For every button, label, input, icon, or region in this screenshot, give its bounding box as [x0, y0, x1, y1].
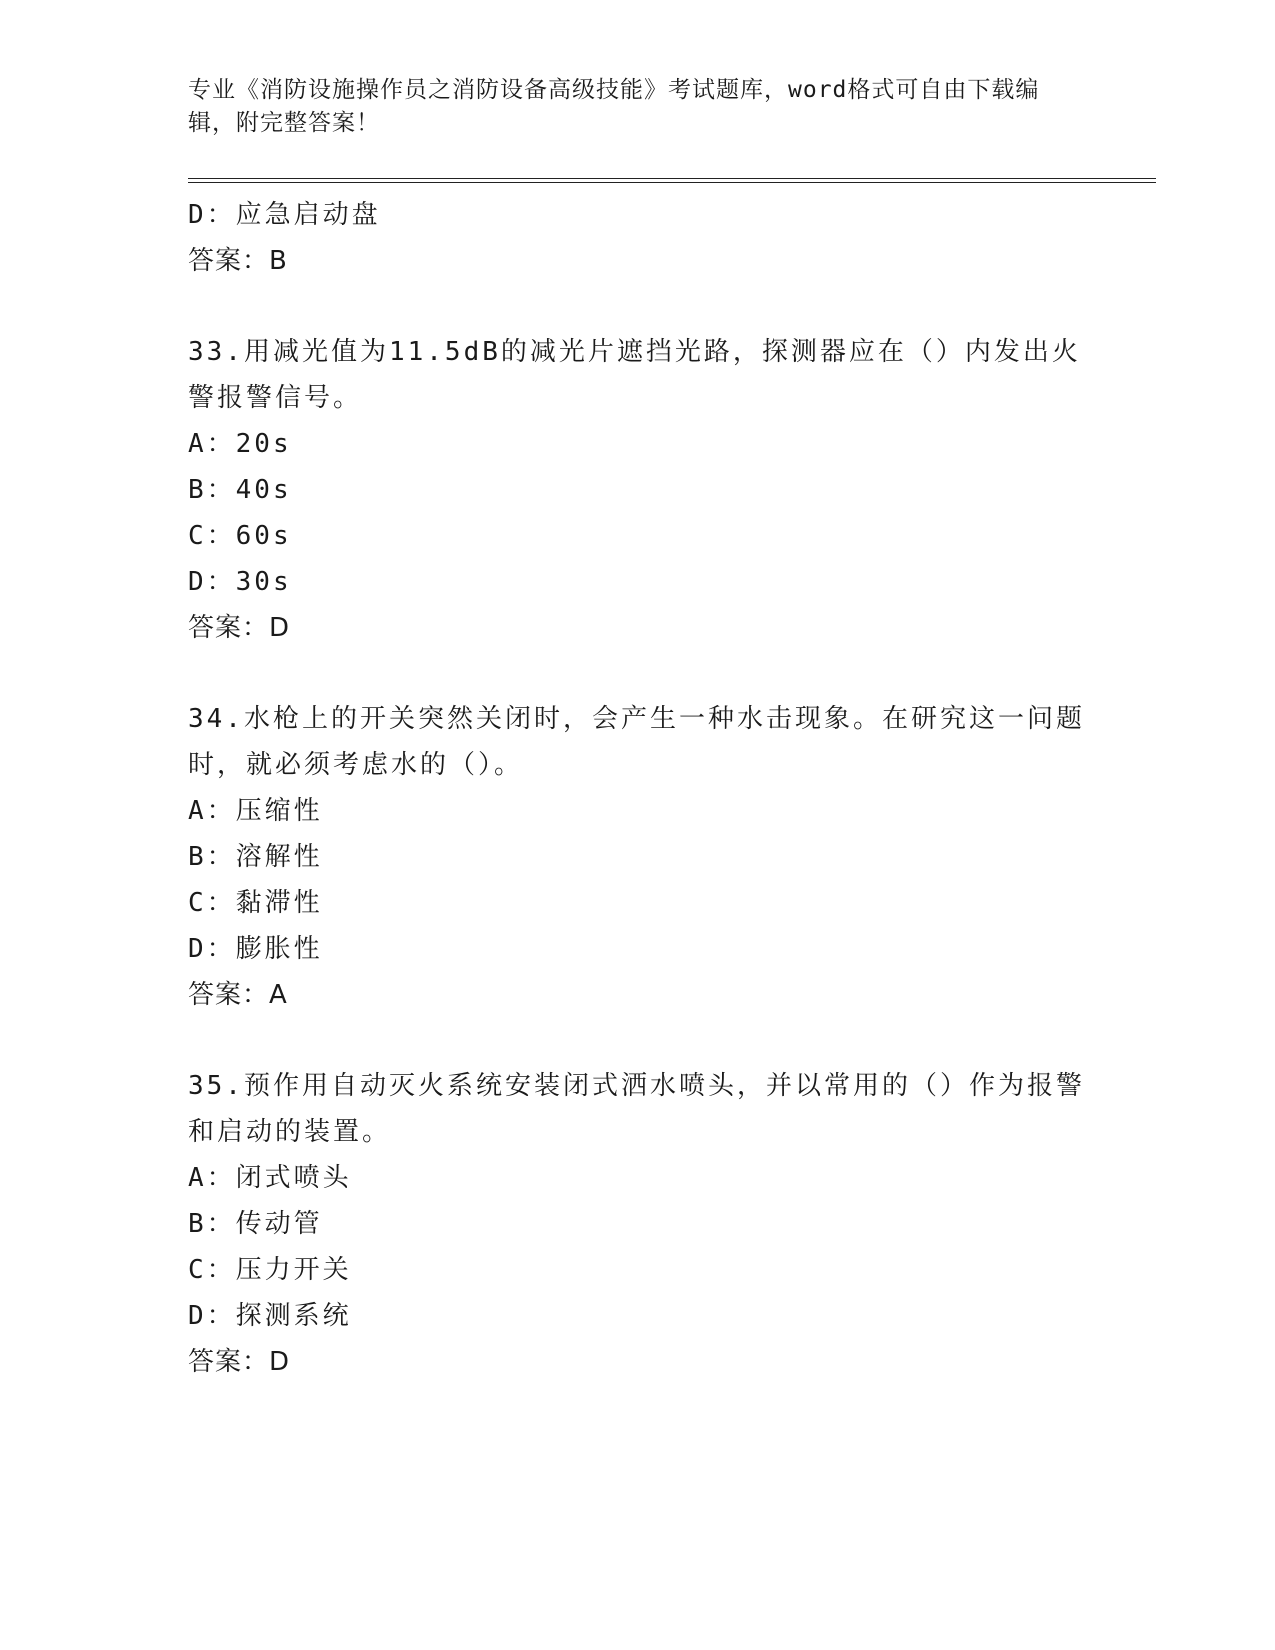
header-divider-bottom — [188, 182, 1156, 183]
question-stem-line-2: 和启动的装置。 — [188, 1117, 392, 1147]
header-divider-top — [188, 178, 1156, 179]
option-a: A：20s — [188, 429, 292, 459]
answer-line: 答案：D — [188, 613, 291, 643]
question-33 — [188, 329, 1088, 651]
option-d: D：探测系统 — [188, 1301, 352, 1331]
option-c: C：60s — [188, 521, 292, 551]
answer-line: 答案：D — [188, 1347, 291, 1377]
option-d: D：应急启动盘 — [188, 200, 381, 230]
option-a: A：压缩性 — [188, 796, 323, 826]
question-35 — [188, 1063, 1088, 1385]
option-c: C：黏滞性 — [188, 888, 323, 918]
question-stem-line-1: 33.用减光值为11.5dB的减光片遮挡光路，探测器应在（）内发出火 — [188, 337, 1081, 367]
answer-line: 答案：A — [188, 980, 288, 1010]
header-line-1: 专业《消防设施操作员之消防设备高级技能》考试题库，word格式可自由下载编 — [188, 77, 1040, 103]
option-d: D：30s — [188, 567, 292, 597]
question-stem-line-1: 34.水枪上的开关突然关闭时，会产生一种水击现象。在研究这一问题 — [188, 704, 1085, 734]
question-34 — [188, 696, 1088, 1018]
option-a: A：闭式喷头 — [188, 1163, 352, 1193]
option-c: C：压力开关 — [188, 1255, 352, 1285]
question-stem-line-1: 35.预作用自动灭火系统安装闭式洒水喷头，并以常用的（）作为报警 — [188, 1071, 1085, 1101]
option-b: B：40s — [188, 475, 292, 505]
option-b: B：溶解性 — [188, 842, 323, 872]
question-stem-line-2: 警报警信号。 — [188, 383, 363, 413]
header-line-2: 辑，附完整答案！ — [188, 110, 380, 136]
option-d: D：膨胀性 — [188, 934, 323, 964]
carryover-question — [188, 192, 1088, 284]
option-b: B：传动管 — [188, 1209, 323, 1239]
document-body — [188, 192, 1088, 1385]
page-header — [188, 74, 1088, 140]
answer-line: 答案：B — [188, 246, 288, 276]
question-stem-line-2: 时，就必须考虑水的（）。 — [188, 750, 524, 780]
